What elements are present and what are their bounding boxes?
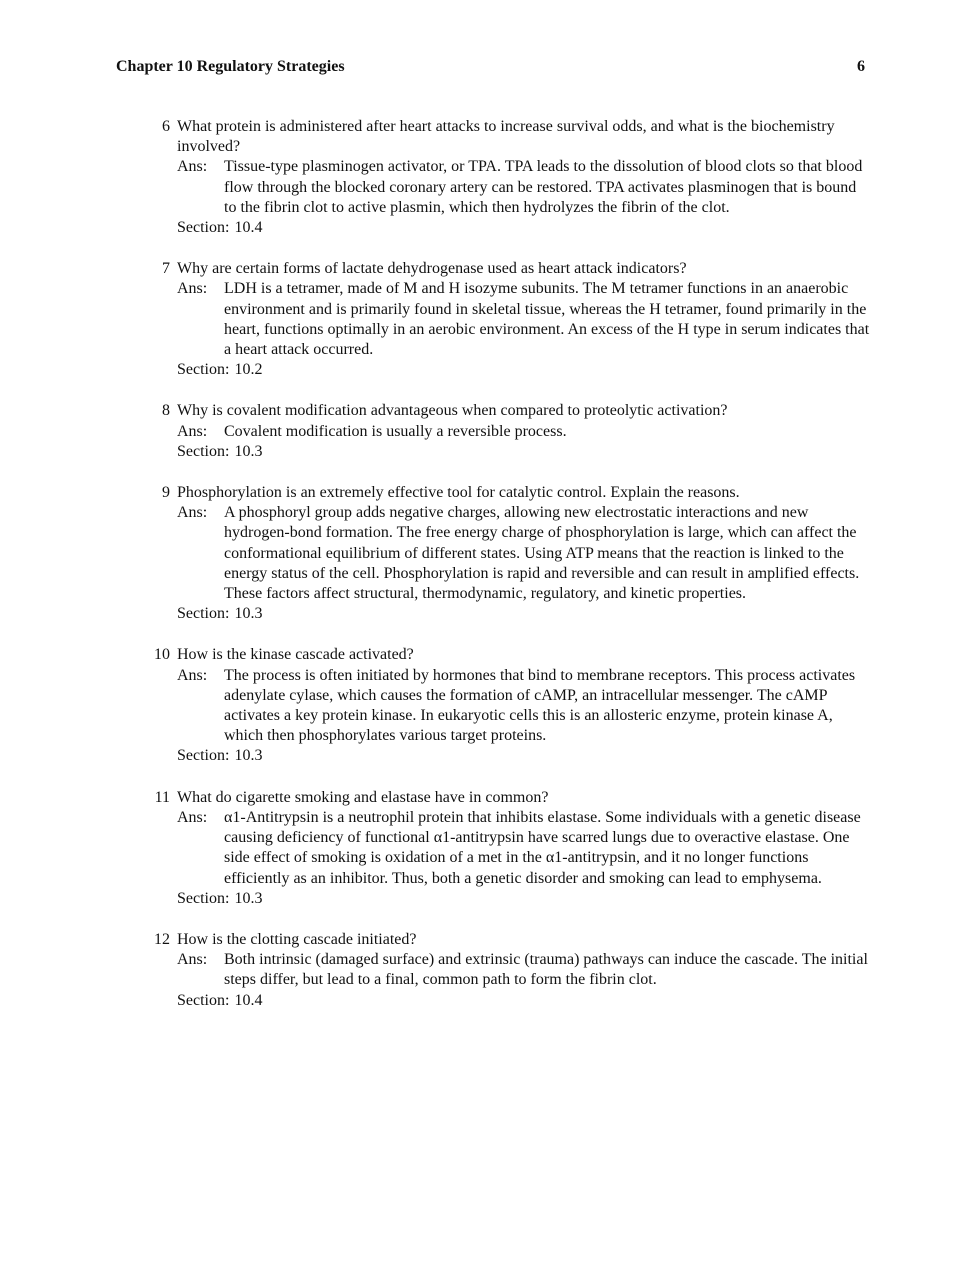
- section-number: 10.3: [234, 605, 263, 623]
- answer: [177, 503, 870, 604]
- answer: [177, 666, 870, 747]
- answer-label: Ans:: [177, 422, 208, 440]
- answer-text: Covalent modification is usually a reversible process.: [224, 422, 567, 440]
- question-item: [140, 401, 870, 462]
- question-text: What protein is administered after heart attacks to increase survival odds, and what is the biochemistry involved?: [177, 118, 835, 156]
- question-text: Why are certain forms of lactate dehydrogenase used as heart attack indicators?: [177, 260, 687, 278]
- answer: [177, 422, 870, 442]
- answer: [177, 808, 870, 889]
- answer-label: Ans:: [177, 158, 208, 176]
- question-item: [140, 788, 870, 909]
- section-number: 10.4: [234, 219, 263, 237]
- question-item: [140, 930, 870, 1011]
- section-label: Section:: [177, 889, 230, 907]
- answer-text: Tissue-type plasminogen activator, or TPA. TPA leads to the dissolution of blood clots so that blood flow through the blocked coronary artery can be restored. TPA activates plasminogen that is bound to the fibrin clot to active plasmin, which then hydrolyzes the fibrin of the clot.: [224, 158, 863, 216]
- question-item: [140, 259, 870, 380]
- section-number: 10.3: [234, 442, 263, 460]
- question-item: [140, 483, 870, 624]
- section-label: Section:: [177, 442, 230, 460]
- question-text: Why is covalent modification advantageous when compared to proteolytic activation?: [177, 402, 728, 420]
- page-number: 6: [857, 58, 865, 75]
- question-text: Phosphorylation is an extremely effective tool for catalytic control. Explain the reasons.: [177, 484, 740, 502]
- question-number: 6: [162, 118, 170, 135]
- page-header: [116, 58, 865, 76]
- section-reference: [177, 604, 870, 624]
- section-label: Section:: [177, 219, 230, 237]
- section-number: 10.3: [234, 889, 263, 907]
- question-number: 10: [154, 646, 170, 664]
- question-number: 9: [162, 484, 170, 502]
- question-text: How is the kinase cascade activated?: [177, 646, 414, 664]
- answer-label: Ans:: [177, 808, 208, 826]
- question-item: [140, 645, 870, 766]
- question-number: 12: [154, 930, 170, 948]
- section-number: 10.4: [234, 991, 263, 1009]
- answer-text: The process is often initiated by hormones that bind to membrane receptors. This process activates adenylate cylase, which causes the formation of cAMP, an intracellular messenger. The cAMP activates a key protein kinase. In eukaryotic cells this is an allosteric enzyme, protein kinase A, which then phosphorylates various target proteins.: [224, 666, 856, 745]
- question-number: 8: [162, 402, 170, 420]
- section-reference: [177, 889, 870, 909]
- section-number: 10.3: [234, 747, 263, 765]
- question-number: 7: [162, 260, 170, 278]
- answer-text: LDH is a tetramer, made of M and H isozyme subunits. The M tetramer functions in an anaerobic environment and is primarily found in skeletal tissue, whereas the H tetramer, found primarily in the heart, functions optimally in an aerobic environment. An excess of the H type in serum indicates that a heart attack occurred.: [224, 280, 870, 359]
- section-reference: [177, 991, 870, 1011]
- section-reference: [177, 746, 870, 766]
- section-label: Section:: [177, 361, 230, 379]
- question-list: [140, 117, 870, 1032]
- answer-text: α1-Antitrypsin is a neutrophil protein that inhibits elastase. Some individuals with a genetic disease causing deficiency of functional α1-antitrypsin have scarred lungs due to overactive elastase. One side effect of smoking is oxidation of a met in the α1-antitrypsin, and it no longer functions efficiently as an inhibitor. Thus, both a genetic disorder and smoking can lead to emphysema.: [224, 808, 861, 887]
- section-label: Section:: [177, 991, 230, 1009]
- answer-label: Ans:: [177, 504, 208, 522]
- section-label: Section:: [177, 605, 230, 623]
- question-text: How is the clotting cascade initiated?: [177, 930, 417, 948]
- section-number: 10.2: [234, 361, 263, 379]
- answer-text: A phosphoryl group adds negative charges, allowing new electrostatic interactions and new hydrogen-bond formation. The free energy charge of phosphorylation is large, which can affect the conformational equilibrium of different states. Using ATP means that the reaction is linked to the energy status of the cell. Phosphorylation is rapid and reversible and can result in amplified effects. These factors affect structural, thermodynamic, regulatory, and kinetic properties.: [224, 504, 860, 603]
- answer-label: Ans:: [177, 666, 208, 684]
- answer: [177, 279, 870, 360]
- answer-label: Ans:: [177, 280, 208, 298]
- chapter-title: Chapter 10 Regulatory Strategies: [116, 58, 345, 75]
- answer-label: Ans:: [177, 951, 208, 969]
- answer-text: Both intrinsic (damaged surface) and extrinsic (trauma) pathways can induce the cascade. The initial steps differ, but lead to a final, common path to form the fibrin clot.: [224, 951, 868, 989]
- answer: [177, 950, 870, 990]
- question-item: [140, 117, 870, 238]
- section-reference: [177, 442, 870, 462]
- question-text: What do cigarette smoking and elastase have in common?: [177, 788, 549, 806]
- answer: [177, 157, 870, 218]
- section-reference: [177, 360, 870, 380]
- section-reference: [177, 218, 870, 238]
- section-label: Section:: [177, 747, 230, 765]
- question-number: 11: [154, 788, 170, 806]
